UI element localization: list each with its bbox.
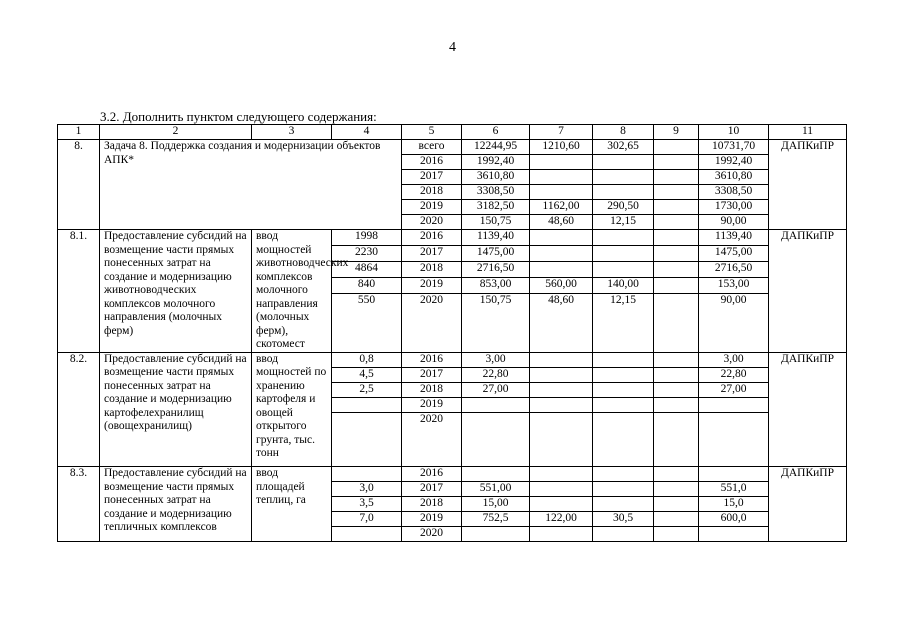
cell-value: 3,5 — [332, 497, 402, 512]
cell-value: 1475,00 — [462, 246, 530, 262]
cell-value — [654, 155, 699, 170]
cell-value — [654, 527, 699, 542]
cell-value — [332, 467, 402, 482]
cell-value — [593, 397, 654, 412]
cell-year: 2020 — [402, 527, 462, 542]
cell-value — [593, 412, 654, 467]
page-number: 4 — [449, 40, 456, 55]
cell-value — [654, 367, 699, 382]
cell-value — [593, 482, 654, 497]
column-header: 6 — [462, 125, 530, 140]
cell-value — [593, 155, 654, 170]
cell-value — [593, 262, 654, 278]
cell-value: 12,15 — [593, 215, 654, 230]
cell-year: 2017 — [402, 367, 462, 382]
cell-value: 122,00 — [530, 512, 593, 527]
cell-value: 48,60 — [530, 294, 593, 352]
row-executor: ДАПКиПР — [769, 352, 847, 467]
cell-value: 150,75 — [462, 294, 530, 352]
row-description: Предоставление субсидий на возмещение части прямых понесенных затрат на создание и модернизацию тепличных комплексов — [100, 467, 252, 542]
header-row — [58, 125, 847, 140]
cell-value — [530, 467, 593, 482]
cell-value — [654, 278, 699, 294]
cell-value: 2716,50 — [699, 262, 769, 278]
cell-value — [654, 352, 699, 367]
cell-value — [530, 527, 593, 542]
cell-value: 90,00 — [699, 294, 769, 352]
column-header: 1 — [58, 125, 100, 140]
row-description: Задача 8. Поддержка создания и модернизации объектов АПК* — [100, 140, 402, 230]
cell-value — [462, 467, 530, 482]
cell-year: 2016 — [402, 155, 462, 170]
cell-value: 12,15 — [593, 294, 654, 352]
cell-value: 302,65 — [593, 140, 654, 155]
cell-value — [654, 200, 699, 215]
row-description: Предоставление субсидий на возмещение части прямых понесенных затрат на создание и модернизацию животноводческих комплексов молочного направления (молочных ферм) — [100, 230, 252, 353]
cell-value — [654, 294, 699, 352]
cell-value — [654, 512, 699, 527]
cell-value: 15,0 — [699, 497, 769, 512]
cell-value: 15,00 — [462, 497, 530, 512]
column-header: 9 — [654, 125, 699, 140]
table-row — [58, 467, 847, 482]
cell-year: 2017 — [402, 170, 462, 185]
cell-value — [654, 397, 699, 412]
cell-value: 22,80 — [699, 367, 769, 382]
table-row — [58, 140, 847, 155]
cell-value: 551,0 — [699, 482, 769, 497]
row-number: 8.2. — [58, 352, 100, 467]
cell-value: 3,00 — [462, 352, 530, 367]
cell-value: 48,60 — [530, 215, 593, 230]
cell-value: 2716,50 — [462, 262, 530, 278]
cell-value — [593, 170, 654, 185]
cell-value — [699, 412, 769, 467]
cell-value — [462, 412, 530, 467]
cell-value: 10731,70 — [699, 140, 769, 155]
cell-year: 2019 — [402, 200, 462, 215]
cell-value: 551,00 — [462, 482, 530, 497]
row-number: 8.3. — [58, 467, 100, 542]
cell-value: 3610,80 — [699, 170, 769, 185]
cell-value: 3182,50 — [462, 200, 530, 215]
cell-year: 2019 — [402, 278, 462, 294]
cell-value — [530, 412, 593, 467]
table-row — [58, 230, 847, 246]
cell-value — [530, 262, 593, 278]
cell-value: 153,00 — [699, 278, 769, 294]
cell-value — [699, 397, 769, 412]
cell-value — [530, 397, 593, 412]
cell-value — [593, 497, 654, 512]
cell-value: 3308,50 — [699, 185, 769, 200]
cell-value: 0,8 — [332, 352, 402, 367]
cell-value: 27,00 — [462, 382, 530, 397]
cell-value: 1730,00 — [699, 200, 769, 215]
cell-value — [530, 482, 593, 497]
cell-value: 1992,40 — [699, 155, 769, 170]
cell-value: 1998 — [332, 230, 402, 246]
cell-value — [654, 185, 699, 200]
cell-value — [530, 367, 593, 382]
cell-value: 1992,40 — [462, 155, 530, 170]
cell-value — [654, 262, 699, 278]
column-header: 10 — [699, 125, 769, 140]
cell-value — [530, 185, 593, 200]
section-heading: 3.2. Дополнить пунктом следующего содержания: — [100, 109, 377, 124]
cell-year: 2020 — [402, 412, 462, 467]
cell-value — [654, 467, 699, 482]
cell-value — [654, 170, 699, 185]
cell-value — [462, 527, 530, 542]
cell-value: 4864 — [332, 262, 402, 278]
cell-year: 2016 — [402, 467, 462, 482]
cell-value: 3,00 — [699, 352, 769, 367]
row-indicator: ввод площадей теплиц, га — [252, 467, 332, 542]
cell-value — [530, 170, 593, 185]
cell-value: 22,80 — [462, 367, 530, 382]
row-executor: ДАПКиПР — [769, 140, 847, 230]
cell-value: 1162,00 — [530, 200, 593, 215]
cell-year: 2018 — [402, 262, 462, 278]
column-header: 3 — [252, 125, 332, 140]
cell-value: 3610,80 — [462, 170, 530, 185]
cell-year: 2017 — [402, 246, 462, 262]
cell-value: 2,5 — [332, 382, 402, 397]
cell-value — [462, 397, 530, 412]
cell-value: 1139,40 — [462, 230, 530, 246]
cell-value: 1139,40 — [699, 230, 769, 246]
cell-value: 1210,60 — [530, 140, 593, 155]
cell-value: 90,00 — [699, 215, 769, 230]
cell-year: 2019 — [402, 512, 462, 527]
row-executor: ДАПКиПР — [769, 467, 847, 542]
cell-year: 2018 — [402, 185, 462, 200]
column-header: 5 — [402, 125, 462, 140]
row-executor: ДАПКиПР — [769, 230, 847, 353]
cell-value — [332, 412, 402, 467]
cell-year: 2020 — [402, 215, 462, 230]
cell-year: 2017 — [402, 482, 462, 497]
cell-value: 290,50 — [593, 200, 654, 215]
cell-value — [530, 155, 593, 170]
cell-value — [593, 382, 654, 397]
cell-value — [593, 367, 654, 382]
cell-value — [593, 246, 654, 262]
cell-value — [699, 527, 769, 542]
program-table — [57, 124, 847, 542]
cell-value: 30,5 — [593, 512, 654, 527]
cell-value: 600,0 — [699, 512, 769, 527]
cell-value — [654, 215, 699, 230]
cell-value: 2230 — [332, 246, 402, 262]
cell-value — [593, 230, 654, 246]
column-header: 8 — [593, 125, 654, 140]
cell-year: 2016 — [402, 352, 462, 367]
cell-year: 2020 — [402, 294, 462, 352]
cell-value — [593, 527, 654, 542]
cell-value: 3308,50 — [462, 185, 530, 200]
cell-value — [530, 497, 593, 512]
cell-value — [654, 246, 699, 262]
cell-value — [530, 352, 593, 367]
cell-value: 1475,00 — [699, 246, 769, 262]
cell-value: 560,00 — [530, 278, 593, 294]
cell-value — [654, 230, 699, 246]
cell-value — [593, 352, 654, 367]
cell-value: 840 — [332, 278, 402, 294]
cell-value — [654, 140, 699, 155]
cell-value — [332, 397, 402, 412]
cell-value: 7,0 — [332, 512, 402, 527]
cell-value — [530, 382, 593, 397]
cell-value — [530, 246, 593, 262]
cell-value — [699, 467, 769, 482]
cell-year: 2016 — [402, 230, 462, 246]
row-indicator: ввод мощностей животноводческих комплексов молочного направления (молочных ферм), скотомест — [252, 230, 332, 353]
row-description: Предоставление субсидий на возмещение части прямых понесенных затрат на создание и модернизацию картофелехранилищ (овощехранилищ) — [100, 352, 252, 467]
cell-year: 2018 — [402, 497, 462, 512]
cell-value — [332, 527, 402, 542]
cell-year: всего — [402, 140, 462, 155]
column-header: 11 — [769, 125, 847, 140]
cell-value — [654, 482, 699, 497]
cell-value: 150,75 — [462, 215, 530, 230]
cell-year: 2018 — [402, 382, 462, 397]
cell-value: 3,0 — [332, 482, 402, 497]
cell-year: 2019 — [402, 397, 462, 412]
cell-value: 4,5 — [332, 367, 402, 382]
cell-value — [593, 185, 654, 200]
table-row — [58, 352, 847, 367]
cell-value: 853,00 — [462, 278, 530, 294]
cell-value — [654, 412, 699, 467]
column-header: 4 — [332, 125, 402, 140]
cell-value — [530, 230, 593, 246]
cell-value — [654, 382, 699, 397]
cell-value: 140,00 — [593, 278, 654, 294]
column-header: 2 — [100, 125, 252, 140]
cell-value — [654, 497, 699, 512]
cell-value: 12244,95 — [462, 140, 530, 155]
cell-value: 752,5 — [462, 512, 530, 527]
column-header: 7 — [530, 125, 593, 140]
cell-value — [593, 467, 654, 482]
cell-value: 550 — [332, 294, 402, 352]
row-indicator: ввод мощностей по хранению картофеля и овощей открытого грунта, тыс. тонн — [252, 352, 332, 467]
row-number: 8. — [58, 140, 100, 230]
row-number: 8.1. — [58, 230, 100, 353]
cell-value: 27,00 — [699, 382, 769, 397]
